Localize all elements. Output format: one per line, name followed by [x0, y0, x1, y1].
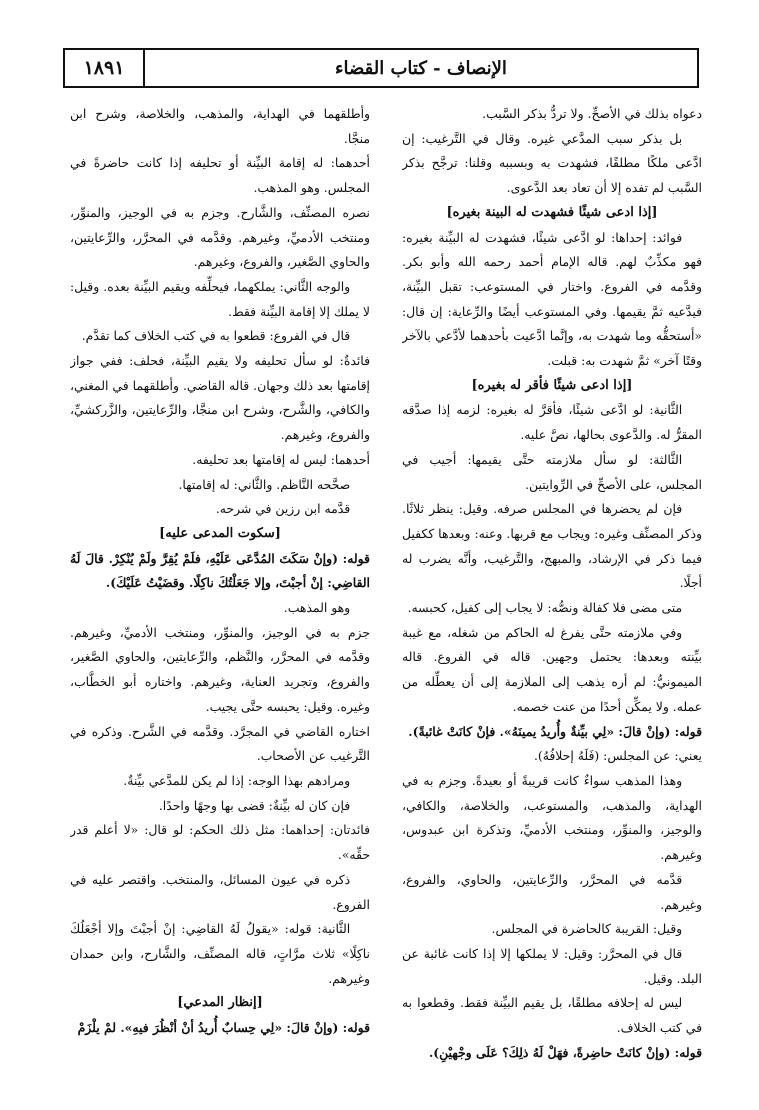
paragraph: قال في المحرَّر: وقيل: لا يملكها إلا إذا كانت غائبة عن البلد. وقيل. [402, 945, 702, 986]
page-header [63, 48, 699, 88]
page-number: ١٨٩١ [65, 50, 145, 86]
quoted-matn: قوله: (وإنْ قالَ: «لِي حِسابٌ أُريدُ أنْ أنْظُرَ فيهِ». لمْ يلْزَمْ [77, 1020, 370, 1036]
section-heading: [إذا ادعى شيئًا فأقر له بغيره] [471, 377, 633, 393]
paragraph: قدَّمه في المحرَّر، والرِّعايتين، والحاوي، والفروع، وغيرهم. [402, 871, 702, 912]
paragraph: صحَّحه النَّاظم. والثَّاني: له إقامتها. [178, 476, 351, 492]
paragraph: وفي ملازمته حتَّى يفرغ له الحاكم من شغله، مع غيبة بيِّنته وبعدها: يحتمل وجهين. قاله في الفروع. قاله الميمونيُّ: لم أره يذهب إلى الملازمة إلى أن يعطِّله من عمله. ولا يمكِّن أحدًا من عنت خصمه. [402, 624, 702, 714]
paragraph: اختاره القاضي في المجرَّد. وقدَّمه في الشَّرح. وذكره في التَّرغيب عن الأصحاب. [70, 723, 370, 764]
paragraph: والوجه الثَّاني: يملكهما، فيحلِّفه ويقيم البيِّنة بعده. وقيل: لا يملك إلا إقامة البيِّنة فقط. [70, 278, 370, 319]
paragraph: وقيل: القريبة كالحاضرة في المجلس. [491, 921, 683, 937]
paragraph: بل بذكر سبب المدَّعي غيره. وقال في التَّرغيب: إن ادَّعى ملكًا مطلقًا، فشهدت به وبسببه وقلنا: ترجَّح بذكر السَّبب لم تفده إلا أن تعاد بعد الدَّعوى. [402, 130, 702, 196]
paragraph: ومرادهم بهذا الوجه: إذا لم يكن للمدَّعي بيِّنةٌ. [123, 772, 351, 788]
quoted-matn: قوله: (وإنْ كانَتْ حاضِرةً، فهَلْ لَهُ ذلِكَ؟ عَلَى وجْهيْنِ). [428, 1044, 702, 1060]
paragraph: يعني: عن المجلس: (فَلَهُ إحلافُهُ). [533, 748, 702, 764]
section-heading: [إذا ادعى شيئًا فشهدت له البينة بغيره] [446, 204, 658, 220]
paragraph: فإن كان له بيِّنةٌ: قضى بها وجهًا واحدًا. [158, 797, 351, 813]
right-column [402, 102, 702, 1102]
section-heading: [إنظار المدعي] [177, 995, 263, 1011]
paragraph: قدَّمه ابن رزين في شرحه. [215, 501, 351, 517]
paragraph: أحدهما: له إقامة البيِّنة أو تحليفه إذا كانت حاضرةً في المجلس. وهو المذهب. [70, 155, 370, 196]
paragraph: الثَّالثة: لو سأل ملازمته حتَّى يقيمها: أجيب في المجلس، على الأصحِّ في الرِّوايتين. [402, 451, 702, 492]
paragraph: دعواه بذلك في الأصحِّ. ولا تردُّ بذكر السَّبب. [482, 106, 702, 121]
quoted-matn: قوله: (وإنْ سَكَتَ المُدَّعَى عَلَيْهِ، فلَمْ يُقِرَّ ولَمْ يُنْكِرْ. قالَ لَهُ القاضِي: إنْ أجبْتَ، وإلا جَعَلْتُكَ ناكِلًا. وقضَيْتُ عَلَيْكَ). [70, 550, 370, 591]
paragraph: نصره المصنِّف، والشَّارح. وجزم به في الوجيز، والمنوِّر، ومنتخب الأدميِّ، وغيرهم. وقدَّمه في المحرَّر، والرِّعايتين، والحاوي الصَّغير، والفروع، وغيرهم. [70, 204, 370, 270]
paragraph: فائدةٌ: لو سأل تحليفه ولا يقيم البيِّنة، فحلف: ففي جواز إقامتها بعد ذلك وجهان. قاله القاضي. وأطلقهما في المغني، والكافي، والشَّرح، وشرح ابن منجَّا، والرِّعايتين، والزَّركشيِّ، والفروع، وغيرهم. [70, 353, 370, 443]
paragraph: وهو المذهب. [283, 600, 351, 616]
paragraph: الثَّانية: قوله: «يقولُ لَهُ القاضِي: إنْ أجبْتَ وإلا أجْعَلُكَ ناكِلًا» ثلاث مرَّاتٍ، قاله المصنِّف، والشَّارح، وابن حمدان وغيرهم. [70, 921, 370, 986]
paragraph: متى مضى فلا كفالة ونصُّه: لا يجاب إلى كفيل، كحبسه. [407, 600, 683, 616]
paragraph: ليس له إحلافه مطلقًا، بل يقيم البيِّنة فقط. وقطعوا به في كتب الخلاف. [402, 995, 702, 1036]
paragraph: فائدتان: إحداهما: مثل ذلك الحكم: لو قال: «لا أعلم قدر حقِّه». [70, 822, 370, 863]
paragraph: وهذا المذهب سواءٌ كانت قريبةً أو بعيدةً. وجزم به في الهداية، والمذهب، والمستوعب، والخلاصة، والكافي، والوجيز، والمنوِّر، ومنتخب الأدميِّ، وتذكرة ابن عبدوس، وغيرهم. [402, 772, 702, 863]
paragraph: قال في الفروع: قطعوا به في كتب الخلاف كما تقدَّم. [81, 328, 351, 344]
paragraph: فوائد: إحداها: لو ادَّعى شيئًا، فشهدت له البيِّنة بغيره: فهو مكذِّبٌ لهم. قاله الإمام أحمد رحمه الله وأبو بكر. وقدَّمه في الفروع. واختار في المستوعب: تقبل البيِّنة، فيدَّعيه ثمَّ يقيمها. وفي المستوعب أيضًا والرِّعاية: إن قال: «أستحقُّه وما شهدت به، وإنَّما ادَّعيت بأحدهما لأدَّعي بالآخر وقتًا آخر» ثمَّ شهدت به: قبلت. [402, 229, 702, 369]
quoted-matn: قوله: (وإنْ قالَ: «لِي بيِّنةٌ وأُريدُ يمينَهُ». فإنْ كانَتْ غائبةً). [408, 723, 702, 739]
section-heading: [سكوت المدعى عليه] [159, 525, 281, 541]
paragraph: وأطلقهما في الهداية، والمذهب، والخلاصة، وشرح ابن منجَّا. [70, 106, 370, 146]
running-title: الإنصاف - كتاب القضاء [335, 57, 507, 79]
left-column [70, 102, 370, 1102]
paragraph: فإن لم يحضرها في المجلس صرفه. وقيل: ينظر ثلاثًا. وذكر المصنِّف وغيره: ويجاب مع قربها. وعنه: وبعدها ككفيل فيما ذكر في الإرشاد، والمبهج، والتَّرغيب، وأنَّه يضرب له أجلًا. [402, 501, 702, 591]
paragraph: الثَّانية: لو ادَّعى شيئًا، فأقرَّ له بغيره: لزمه إذا صدَّقه المقرُّ له. والدَّعوى بحالها، نصَّ عليه. [402, 402, 702, 443]
paragraph: أحدهما: ليس له إقامتها بعد تحليفه. [192, 451, 370, 467]
paragraph: جزم به في الوجيز، والمنوِّر، ومنتخب الأدميِّ، وغيرهم. وقدَّمه في المحرَّر، والنَّظم، والرِّعايتين، والحاوي الصَّغير، والفروع، وتجريد العناية، وغيرهم. واختاره أبو الخطَّاب، وغيره. وقيل: يحبسه حتَّى يجيب. [70, 624, 370, 714]
text-columns [70, 102, 702, 1102]
paragraph: ذكره في عيون المسائل، والمنتخب. واقتصر عليه في الفروع. [70, 871, 370, 912]
